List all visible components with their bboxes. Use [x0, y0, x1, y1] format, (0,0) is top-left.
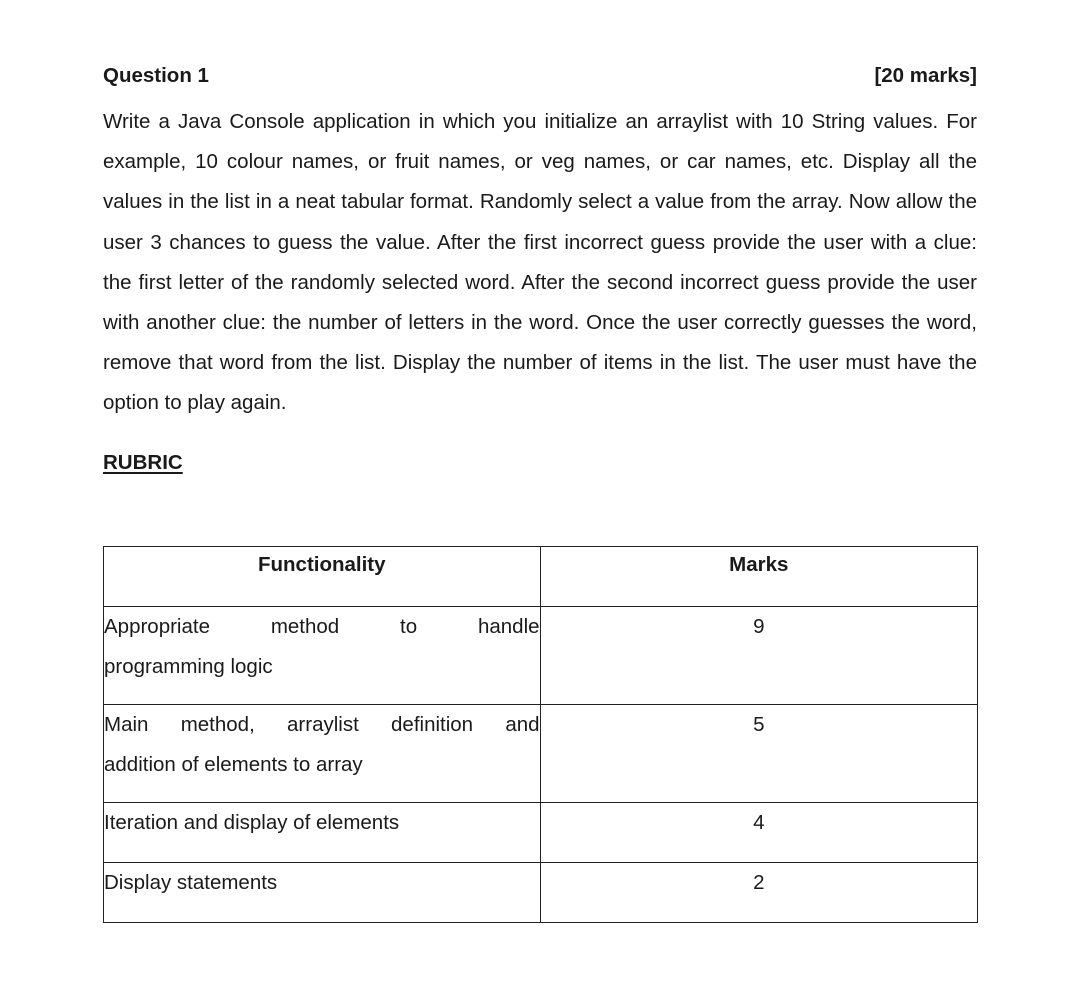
question-title: Question 1 — [103, 64, 209, 87]
marks-cell: 5 — [540, 705, 977, 803]
rubric-heading: RUBRIC — [103, 450, 183, 474]
question-body: Write a Java Console application in which you initialize an arraylist with 10 String values. For example, 10 colour names, or fruit names, or veg names, or car names, etc. Display all the values in the list in a neat tabular format. Randomly select a value from the array. Now allow the user 3 chances to guess the value. After the first incorrect guess provide the user with a clue: the first letter of the randomly selected word. After the second incorrect guess provide the user with another clue: the number of letters in the word. Once the user correctly guesses the word, remove that word from the list. Display the number of items in the list. The user must have the option to play again. — [103, 110, 977, 415]
functionality-cell — [104, 803, 541, 863]
column-header-functionality: Functionality — [104, 547, 541, 607]
marks-cell: 4 — [540, 803, 977, 863]
document-page — [103, 64, 977, 894]
question-header — [103, 64, 977, 100]
question-marks: [20 marks] — [874, 64, 977, 87]
rubric-header-row — [104, 547, 978, 607]
functionality-text-line1: Iteration and display of elements — [104, 811, 400, 834]
table-row — [104, 863, 978, 923]
table-row — [104, 607, 978, 705]
functionality-text-line1: Display statements — [104, 871, 278, 894]
functionality-text-line1: Appropriate method to handle — [104, 615, 540, 638]
functionality-cell — [104, 863, 541, 923]
marks-cell: 2 — [540, 863, 977, 923]
table-row — [104, 803, 978, 863]
rubric-table — [103, 546, 978, 923]
functionality-text-line2: addition of elements to array — [104, 753, 363, 776]
functionality-text-line1: Main method, arraylist definition and — [104, 713, 540, 736]
functionality-cell — [104, 705, 541, 803]
table-row — [104, 705, 978, 803]
functionality-text-line2: programming logic — [104, 655, 273, 678]
marks-cell: 9 — [540, 607, 977, 705]
functionality-cell — [104, 607, 541, 705]
column-header-marks: Marks — [540, 547, 977, 607]
